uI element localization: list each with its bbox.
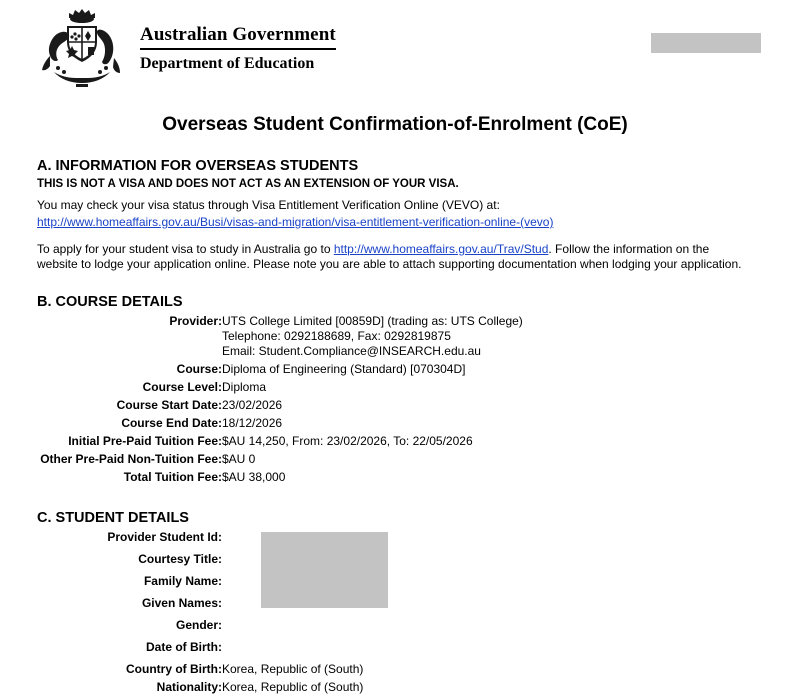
course-start-date-label: Course Start Date: [116, 398, 222, 412]
total-tuition-fee-label: Total Tuition Fee: [123, 470, 222, 484]
section-c-heading: C. STUDENT DETAILS [37, 510, 189, 526]
provider-label: Provider: [169, 314, 222, 328]
student-visa-link[interactable]: http://www.homeaffairs.gov.au/Trav/Stud [333, 242, 549, 256]
student-visa-paragraph [37, 242, 753, 272]
student-details-wrapper [37, 530, 753, 698]
nationality-value: Korea, Republic of (South) [222, 680, 364, 694]
course-end-date-value: 18/12/2026 [222, 416, 283, 430]
date-of-birth-label: Date of Birth: [146, 640, 222, 654]
course-level-label: Course Level: [142, 380, 222, 394]
redacted-block-icon [651, 33, 761, 53]
other-prepaid-non-tuition-fee-value: $AU 0 [222, 452, 256, 466]
redacted-block-icon [261, 532, 388, 608]
initial-prepaid-tuition-fee-value: $AU 14,250, From: 23/02/2026, To: 22/05/2026 [222, 434, 473, 448]
gender-label: Gender: [175, 618, 222, 632]
student-visa-text-after: . Follow the information on the website to lodge your application online. Please note you are able to attach supporting documentation when lodging your application. [37, 242, 742, 271]
document-header [0, 0, 790, 96]
course-end-date-label: Course End Date: [121, 416, 222, 430]
table-row [37, 618, 363, 640]
other-prepaid-non-tuition-fee-label: Other Pre-Paid Non-Tuition Fee: [40, 452, 222, 466]
given-names-label: Given Names: [141, 596, 222, 610]
vevo-link-paragraph [37, 215, 753, 230]
table-row [37, 398, 523, 416]
country-of-birth-label: Country of Birth: [126, 662, 222, 676]
courtesy-title-label: Courtesy Title: [138, 552, 222, 566]
provider-student-id-label: Provider Student Id: [107, 530, 222, 544]
table-row [37, 662, 363, 680]
table-row [37, 470, 523, 488]
table-row [37, 434, 523, 452]
table-row [37, 314, 523, 362]
country-of-birth-value: Korea, Republic of (South) [222, 662, 364, 676]
australian-coat-of-arms-icon [36, 6, 128, 90]
course-label: Course: [176, 362, 222, 376]
page-title: Overseas Student Confirmation-of-Enrolment (CoE) [162, 114, 628, 135]
family-name-label: Family Name: [143, 574, 222, 588]
course-start-date-value: 23/02/2026 [222, 398, 283, 412]
document-body [0, 158, 790, 698]
provider-email: Email: Student.Compliance@INSEARCH.edu.au [222, 344, 481, 358]
total-tuition-fee-value: $AU 38,000 [222, 470, 286, 484]
table-row [37, 362, 523, 380]
department-name: Department of Education [140, 55, 315, 72]
table-row [37, 452, 523, 470]
course-value: Diploma of Engineering (Standard) [070304D] [222, 362, 466, 376]
nationality-label: Nationality: [156, 680, 222, 694]
section-a-heading: A. INFORMATION FOR OVERSEAS STUDENTS [37, 158, 359, 174]
vevo-paragraph: You may check your visa status through Visa Entitlement Verification Online (VEVO) at: [37, 198, 500, 212]
vevo-link[interactable]: http://www.homeaffairs.gov.au/Busi/visas-and-migration/visa-entitlement-verification-online-(vevo) [37, 215, 554, 229]
initial-prepaid-tuition-fee-label: Initial Pre-Paid Tuition Fee: [68, 434, 222, 448]
table-row [37, 680, 363, 698]
table-row [37, 380, 523, 398]
section-b-heading: B. COURSE DETAILS [37, 294, 183, 310]
course-level-value: Diploma [222, 380, 267, 394]
table-row [37, 416, 523, 434]
government-wordmark [140, 24, 370, 73]
provider-telephone: Telephone: 0292188689, Fax: 0292819875 [222, 329, 451, 343]
table-row [37, 640, 363, 662]
government-name: Australian Government [140, 24, 336, 50]
student-visa-text-before: To apply for your student visa to study in Australia go to [37, 242, 334, 256]
course-details-table [37, 314, 523, 488]
provider-value: UTS College Limited [00859D] (trading as: UTS College) [222, 314, 523, 328]
visa-warning-text: THIS IS NOT A VISA AND DOES NOT ACT AS AN EXTENSION OF YOUR VISA. [37, 178, 459, 190]
